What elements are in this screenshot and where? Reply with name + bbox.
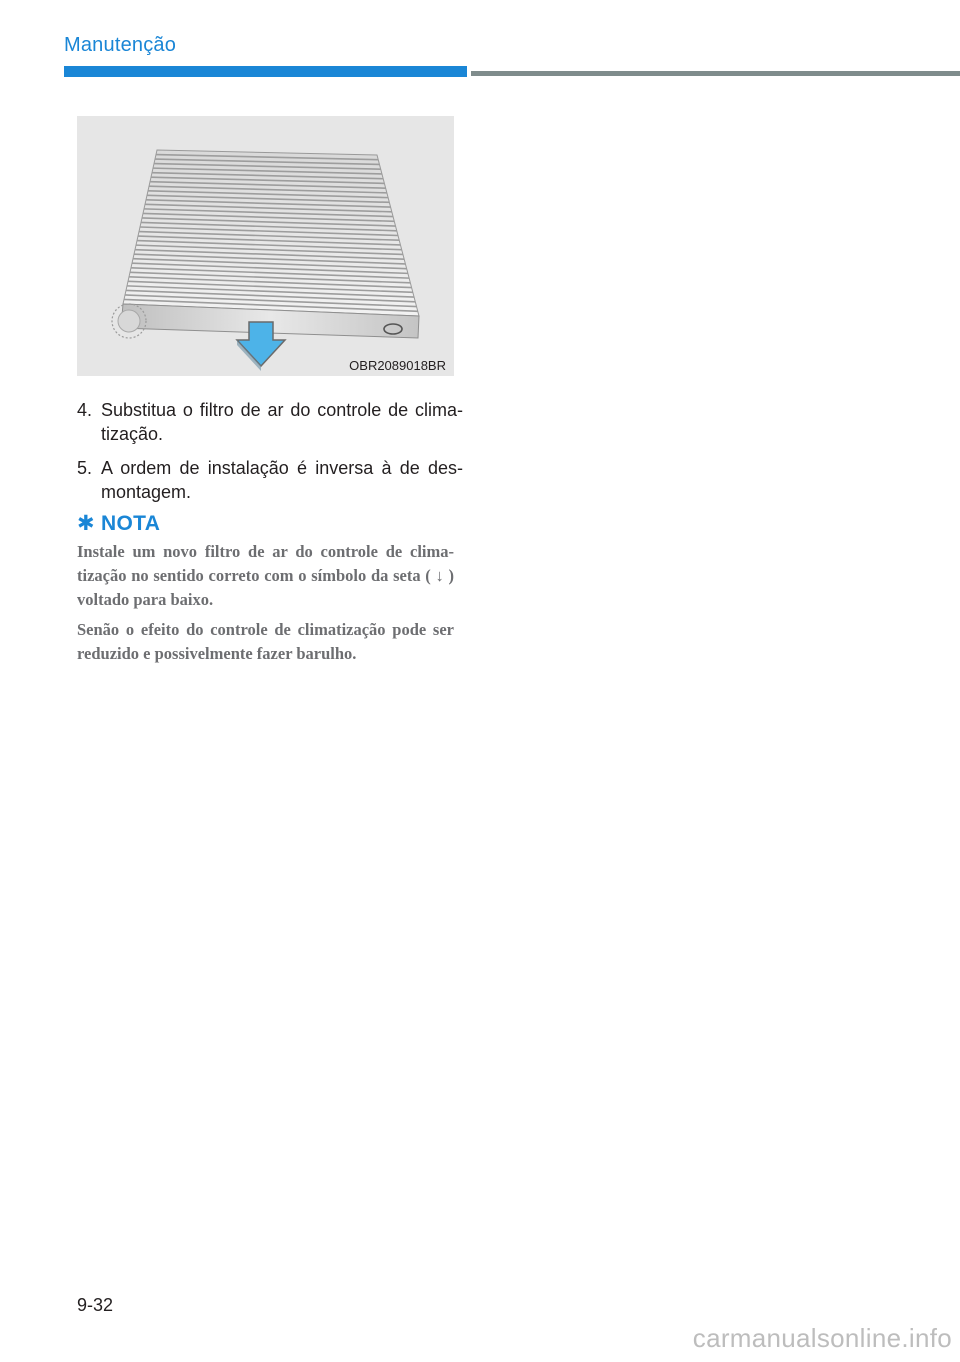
header-accent-bar	[64, 66, 467, 77]
step-number: 4.	[77, 400, 93, 420]
step-text: Substitua o filtro de ar do controle de clima-tização.	[101, 400, 463, 444]
note-paragraph: Instale um novo filtro de ar do controle de clima-tização no sentido correto com o símbolo da seta ( ↓ ) voltado para baixo.	[77, 542, 454, 609]
note-heading: ✱ NOTA	[77, 512, 161, 535]
figure-code: OBR2089018BR	[349, 358, 446, 373]
step-text: A ordem de instalação é inversa à de des-montagem.	[101, 458, 463, 502]
step-number: 5.	[77, 458, 93, 478]
instruction-steps	[77, 398, 463, 514]
section-title: Manutenção	[64, 34, 177, 56]
watermark: carmanualsonline.info	[692, 1323, 952, 1353]
step-item	[77, 456, 463, 504]
header-rule	[471, 71, 960, 76]
note-paragraph: Senão o efeito do controle de climatização pode ser reduzido e possivelmente fazer barulho.	[77, 620, 454, 663]
air-filter-illustration	[77, 116, 454, 376]
note-body	[77, 540, 454, 672]
step-item	[77, 398, 463, 446]
page-number: 9-32	[77, 1295, 114, 1315]
cabin-air-filter-figure	[77, 116, 454, 376]
